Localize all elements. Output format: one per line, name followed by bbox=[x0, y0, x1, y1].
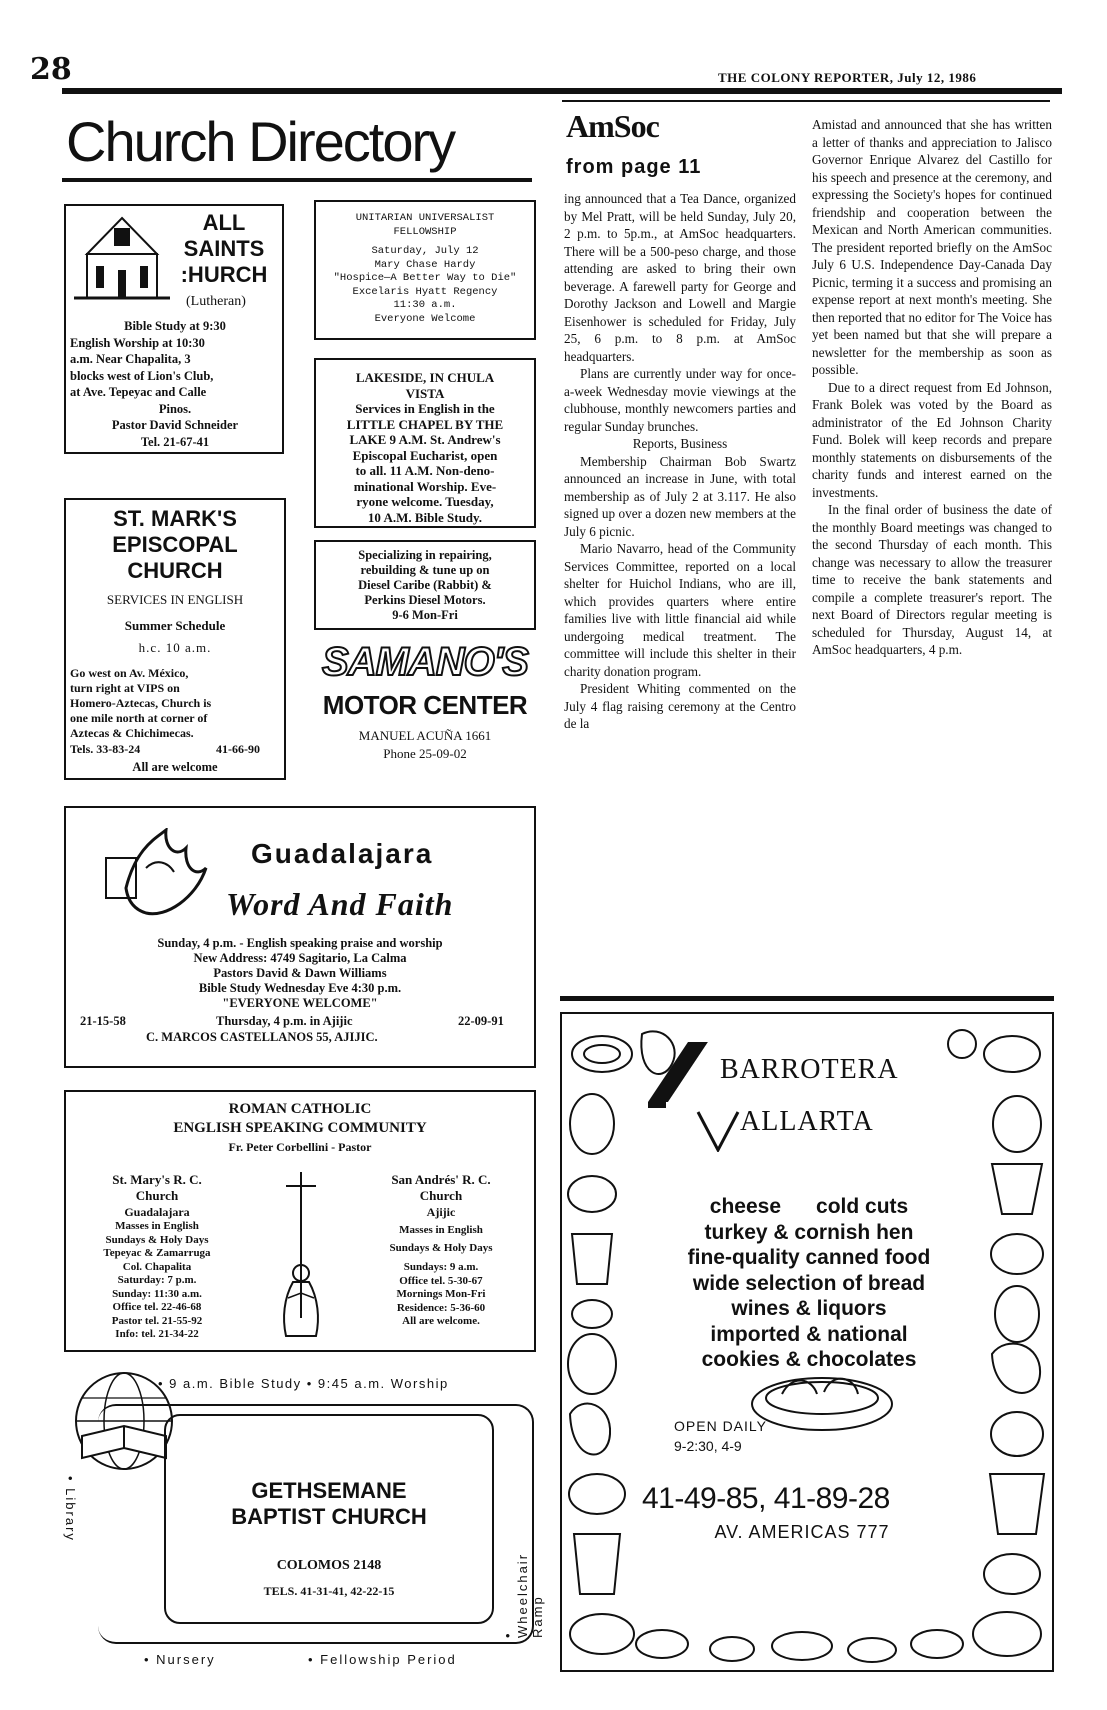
gethsemane-name: BAPTIST CHURCH bbox=[231, 1504, 427, 1529]
catholic-pastor: Fr. Peter Corbellini - Pastor bbox=[228, 1140, 372, 1154]
abarrotera-phones: 41-49-85, 41-89-28 bbox=[642, 1482, 890, 1515]
abarrotera-ad bbox=[560, 1012, 1054, 1672]
amsoc-subtitle: from page 11 bbox=[566, 156, 702, 178]
st-marks-welcome: All are welcome bbox=[132, 760, 218, 774]
lakeside-line: to all. 11 A.M. Non-deno- bbox=[355, 463, 495, 478]
st-marks-tels: Tels. 33-83-24 bbox=[70, 742, 141, 756]
abarrotera-item: wines & liquors bbox=[731, 1297, 887, 1320]
word-faith-title1: Guadalajara bbox=[251, 838, 434, 869]
samanos-address: MANUEL ACUÑA 1661 bbox=[358, 728, 492, 743]
dove-flame-icon bbox=[86, 828, 216, 928]
st-marks-line: Aztecas & Chichimecas. bbox=[70, 726, 194, 740]
catholic-right-line: Sundays: 9 a.m. bbox=[403, 1261, 479, 1273]
catholic-right-line: All are welcome. bbox=[402, 1315, 480, 1327]
amsoc-paragraph: Mario Navarro, head of the Community Services Committee, reported on a local shelter for Huichol Indians, who are ill, which provides quarters where entire families live with little financial aid while undergoing medical treatment. The committee will include this shelter in their charity donation program. bbox=[564, 541, 796, 679]
all-saints-line: at Ave. Tepeyac and Calle bbox=[70, 385, 207, 399]
st-marks-schedule: Summer Schedule bbox=[124, 618, 226, 633]
lakeside-line: Episcopal Eucharist, open bbox=[352, 447, 498, 463]
st-marks-name: CHURCH bbox=[127, 558, 223, 583]
all-saints-tel: Tel. 21-67-41 bbox=[140, 434, 210, 449]
abarrotera-address: AV. AMERICAS 777 bbox=[714, 1522, 890, 1542]
amsoc-paragraph: ing announced that a Tea Dance, organized by Mel Pratt, will be held Sunday, July 20, 2 p.m. to 5p.m., at AmSoc headquarters. There will be a 500-peso charge, and those attending are asked to bring their own beverage. A farewell party for George and Dorothy Jackson and Lowell and Margie Eisenhower is scheduled for Friday, July 25, 6 p.m. to 8 p.m. at AmSoc headquarters. bbox=[564, 191, 796, 364]
catholic-right-line: San Andrés' R. C. bbox=[391, 1172, 491, 1187]
abarrotera-item: turkey & cornish hen bbox=[704, 1220, 914, 1244]
all-saints-pastor: Pastor David Schneider bbox=[111, 418, 239, 432]
all-saints-line: Pinos. bbox=[158, 401, 192, 416]
catholic-box bbox=[64, 1090, 536, 1352]
catholic-title: ROMAN CATHOLIC bbox=[228, 1101, 372, 1117]
word-faith-box bbox=[64, 806, 536, 1068]
catholic-right-line: Ajijic bbox=[426, 1205, 456, 1219]
all-saints-line: a.m. Near Chapalita, 3 bbox=[70, 352, 191, 366]
unitarian-line: FELLOWSHIP bbox=[393, 225, 457, 238]
abarrotera-item: fine-quality canned food bbox=[687, 1246, 931, 1269]
samanos-line: Specializing in repairing, bbox=[358, 548, 492, 562]
unitarian-line: UNITARIAN UNIVERSALIST bbox=[355, 212, 495, 224]
st-marks-line: one mile north at corner of bbox=[70, 711, 208, 725]
unitarian-line: Everyone Welcome bbox=[374, 312, 476, 325]
unitarian-box bbox=[314, 200, 536, 340]
catholic-left-line: Info: tel. 21-34-22 bbox=[115, 1328, 199, 1340]
amsoc-title: AmSoc bbox=[566, 108, 659, 144]
catholic-left-line: Saturday: 7 p.m. bbox=[117, 1274, 197, 1286]
word-faith-line: New Address: 4749 Sagitario, La Calma bbox=[193, 951, 407, 965]
word-faith-line: Pastors David & Dawn Williams bbox=[213, 966, 387, 980]
lakeside-line: Services in English in the bbox=[355, 401, 495, 416]
catholic-left-line: Guadalajara bbox=[124, 1205, 190, 1219]
unitarian-line: Excelaris Hyatt Regency bbox=[352, 285, 498, 298]
unitarian-line: "Hospice—A Better Way to Die" bbox=[333, 272, 517, 284]
title-rule bbox=[62, 178, 532, 182]
word-faith-title2: Word And Faith bbox=[226, 886, 454, 922]
amsoc-subhead: Reports, Business bbox=[632, 436, 728, 451]
word-faith-thursday: Thursday, 4 p.m. in Ajijic bbox=[216, 1014, 353, 1028]
amsoc-top-rule bbox=[562, 100, 1050, 102]
catholic-left-line: Sundays & Holy Days bbox=[105, 1233, 209, 1246]
st-marks-hc: h.c. 10 a.m. bbox=[138, 640, 212, 655]
catholic-left-line: Masses in English bbox=[115, 1220, 199, 1232]
gethsemane-library: • Library bbox=[63, 1476, 78, 1542]
gethsemane-top: • 9 a.m. Bible Study • 9:45 a.m. Worship bbox=[158, 1376, 449, 1391]
abarrotera-item: cookies & chocolates bbox=[701, 1348, 917, 1371]
lakeside-line: LAKE 9 A.M. St. Andrew's bbox=[349, 432, 501, 447]
abarrotera-item: cheese cold cuts bbox=[709, 1195, 909, 1218]
amsoc-bottom-rule bbox=[560, 996, 1054, 1001]
amsoc-col-1 bbox=[564, 190, 796, 733]
gethsemane-nursery: • Nursery bbox=[144, 1652, 216, 1667]
catholic-left-line: Church bbox=[135, 1188, 179, 1203]
abarrotera-item: imported & national bbox=[710, 1322, 908, 1346]
saint-cross-icon bbox=[266, 1168, 336, 1343]
church-building-icon bbox=[72, 214, 172, 304]
all-saints-line: English Worship at 10:30 bbox=[70, 335, 205, 350]
st-marks-name: EPISCOPAL bbox=[112, 532, 238, 557]
amsoc-paragraph: In the final order of business the date of the monthly Board meetings was changed to the second Thursday of each month. This change was necessary to allow the treasurer time to receive the bank statements and compile a complete treasurer's report. The next Board of Directors regular meeting is scheduled for Thursday, August 14, at AmSoc headquarters, 4 p.m. bbox=[812, 502, 1052, 657]
catholic-left-line: Tepeyac & Zamarruga bbox=[103, 1247, 211, 1259]
unitarian-line: 11:30 a.m. bbox=[393, 299, 457, 311]
amsoc-paragraph: Due to a direct request from Ed Johnson, Frank Bolek was voted by the Board as administrator of the Ed Johnson Charity Fund. Bolek will keep records and prepare monthly statements on disbursements of the charity funds and interest earned on the investments. bbox=[812, 379, 1052, 500]
all-saints-name-3: :HURCH bbox=[180, 262, 268, 287]
abarrotera-hours: 9-2:30, 4-9 bbox=[674, 1438, 742, 1454]
catholic-right-line: Masses in English bbox=[399, 1224, 483, 1236]
catholic-left-line: St. Mary's R. C. bbox=[112, 1172, 202, 1187]
gethsemane-address: COLOMOS 2148 bbox=[276, 1558, 382, 1573]
samanos-line: 9-6 Mon-Fri bbox=[392, 608, 458, 622]
amsoc-paragraph: Membership Chairman Bob Swartz announced an increase in June, with total membership as of July 2 at 3.117. He also signed up over a dozen new members at the July 6 picnic. bbox=[564, 453, 796, 539]
word-faith-right-tel: 22-09-91 bbox=[458, 1014, 504, 1028]
lakeside-line: minational Worship. Eve- bbox=[353, 478, 497, 494]
st-marks-services: SERVICES IN ENGLISH bbox=[106, 592, 244, 607]
catholic-left-line: Pastor tel. 21-55-92 bbox=[111, 1314, 203, 1327]
header-rule bbox=[62, 88, 1062, 94]
samanos-line: Diesel Caribe (Rabbit) & bbox=[358, 578, 492, 592]
all-saints-name-2: SAINTS bbox=[183, 236, 265, 261]
gethsemane-ramp: • Wheelchair Ramp bbox=[500, 1552, 545, 1638]
lakeside-title: LAKESIDE, IN CHULA bbox=[355, 370, 495, 385]
catholic-title: ENGLISH SPEAKING COMMUNITY bbox=[173, 1120, 427, 1136]
samanos-phone: Phone 25-09-02 bbox=[383, 746, 467, 761]
all-saints-denomination: (Lutheran) bbox=[186, 294, 246, 309]
samanos-logo-sub: MOTOR CENTER bbox=[322, 690, 528, 720]
catholic-right-line: Church bbox=[419, 1188, 463, 1203]
samanos-line: rebuilding & tune up on bbox=[360, 563, 490, 577]
unitarian-line: Saturday, July 12 bbox=[371, 245, 479, 257]
gethsemane-fellowship: • Fellowship Period bbox=[308, 1652, 457, 1667]
word-faith-line: "EVERYONE WELCOME" bbox=[222, 996, 378, 1010]
abarrotera-open: OPEN DAILY bbox=[674, 1418, 767, 1434]
catholic-right-line: Residence: 5-36-60 bbox=[396, 1301, 486, 1314]
lakeside-line: 10 A.M. Bible Study. bbox=[367, 509, 483, 525]
lakeside-title: VISTA bbox=[405, 385, 445, 401]
all-saints-line: Bible Study at 9:30 bbox=[124, 319, 226, 333]
abarrotera-name2: ALLARTA bbox=[740, 1106, 874, 1137]
st-marks-tel2: 41-66-90 bbox=[216, 742, 260, 756]
gethsemane-name: GETHSEMANE bbox=[251, 1478, 407, 1503]
st-marks-line: turn right at VIPS on bbox=[70, 681, 180, 695]
samanos-logo: SAMANO'S bbox=[322, 640, 528, 684]
all-saints-name-1: ALL bbox=[202, 210, 246, 235]
word-faith-line: Bible Study Wednesday Eve 4:30 p.m. bbox=[198, 981, 402, 995]
catholic-right-line: Mornings Mon-Fri bbox=[396, 1288, 486, 1300]
word-faith-address: C. MARCOS CASTELLANOS 55, AJIJIC. bbox=[146, 1030, 378, 1044]
abarrotera-item: wide selection of bread bbox=[692, 1271, 926, 1295]
unitarian-line: Mary Chase Hardy bbox=[374, 258, 476, 271]
catholic-left-line: Office tel. 22-46-68 bbox=[112, 1301, 202, 1313]
publication-line: THE COLONY REPORTER, July 12, 1986 bbox=[718, 70, 977, 85]
amsoc-paragraph: Amistad and announced that she has written a letter of thanks and appreciation to Jalisco Governor Enrique Alvarez del Castillo for his speech and presence at the ceremony, and expressing the Society's hopes for continued friendship and cooperation between the Mexican and North American communities. The president reported briefly on the AmSoc July 6 U.S. Independence Day-Canada Day Picnic, terming it a success and promising an expense report at next month's meeting. She then reported that no editor for The Voice has yet been named but that she will prepare a newsletter for the membership as soon as possible. bbox=[812, 117, 1052, 377]
catholic-left-line: Sunday: 11:30 a.m. bbox=[112, 1287, 202, 1300]
word-faith-line: Sunday, 4 p.m. - English speaking praise and worship bbox=[157, 936, 443, 950]
catholic-right-line: Sundays & Holy Days bbox=[389, 1241, 493, 1254]
st-marks-name: ST. MARK'S bbox=[113, 506, 237, 531]
amsoc-col-2 bbox=[812, 116, 1052, 659]
amsoc-paragraph: Plans are currently under way for once-a-week Wednesday movie viewings at the clubhouse, monthly newcomers parties and regular Sunday brunches. bbox=[564, 366, 796, 434]
all-saints-box bbox=[64, 204, 284, 454]
lakeside-line: ryone welcome. Tuesday, bbox=[356, 494, 494, 509]
lakeside-line: LITTLE CHAPEL BY THE bbox=[346, 416, 504, 432]
word-faith-left-tel: 21-15-58 bbox=[80, 1014, 126, 1028]
gethsemane-ad bbox=[63, 1366, 545, 1672]
st-marks-box bbox=[64, 498, 286, 780]
abarrotera-name1: BARROTERA bbox=[720, 1054, 899, 1085]
amsoc-paragraph: President Whiting commented on the July 4 flag raising ceremony at the Centro de la bbox=[564, 681, 796, 731]
catholic-left-line: Col. Chapalita bbox=[122, 1260, 192, 1273]
gethsemane-tels: TELS. 41-31-41, 42-22-15 bbox=[263, 1584, 395, 1598]
samanos-line: Perkins Diesel Motors. bbox=[364, 593, 486, 607]
st-marks-line: Homero-Aztecas, Church is bbox=[70, 696, 212, 710]
samanos-box bbox=[314, 540, 536, 780]
lakeside-box bbox=[314, 358, 536, 528]
all-saints-line: blocks west of Lion's Club, bbox=[70, 368, 214, 383]
page-number: 28 bbox=[30, 52, 72, 87]
directory-title: Church Directory bbox=[66, 110, 455, 173]
catholic-right-line: Office tel. 5-30-67 bbox=[399, 1274, 483, 1287]
st-marks-line: Go west on Av. México, bbox=[70, 666, 189, 680]
